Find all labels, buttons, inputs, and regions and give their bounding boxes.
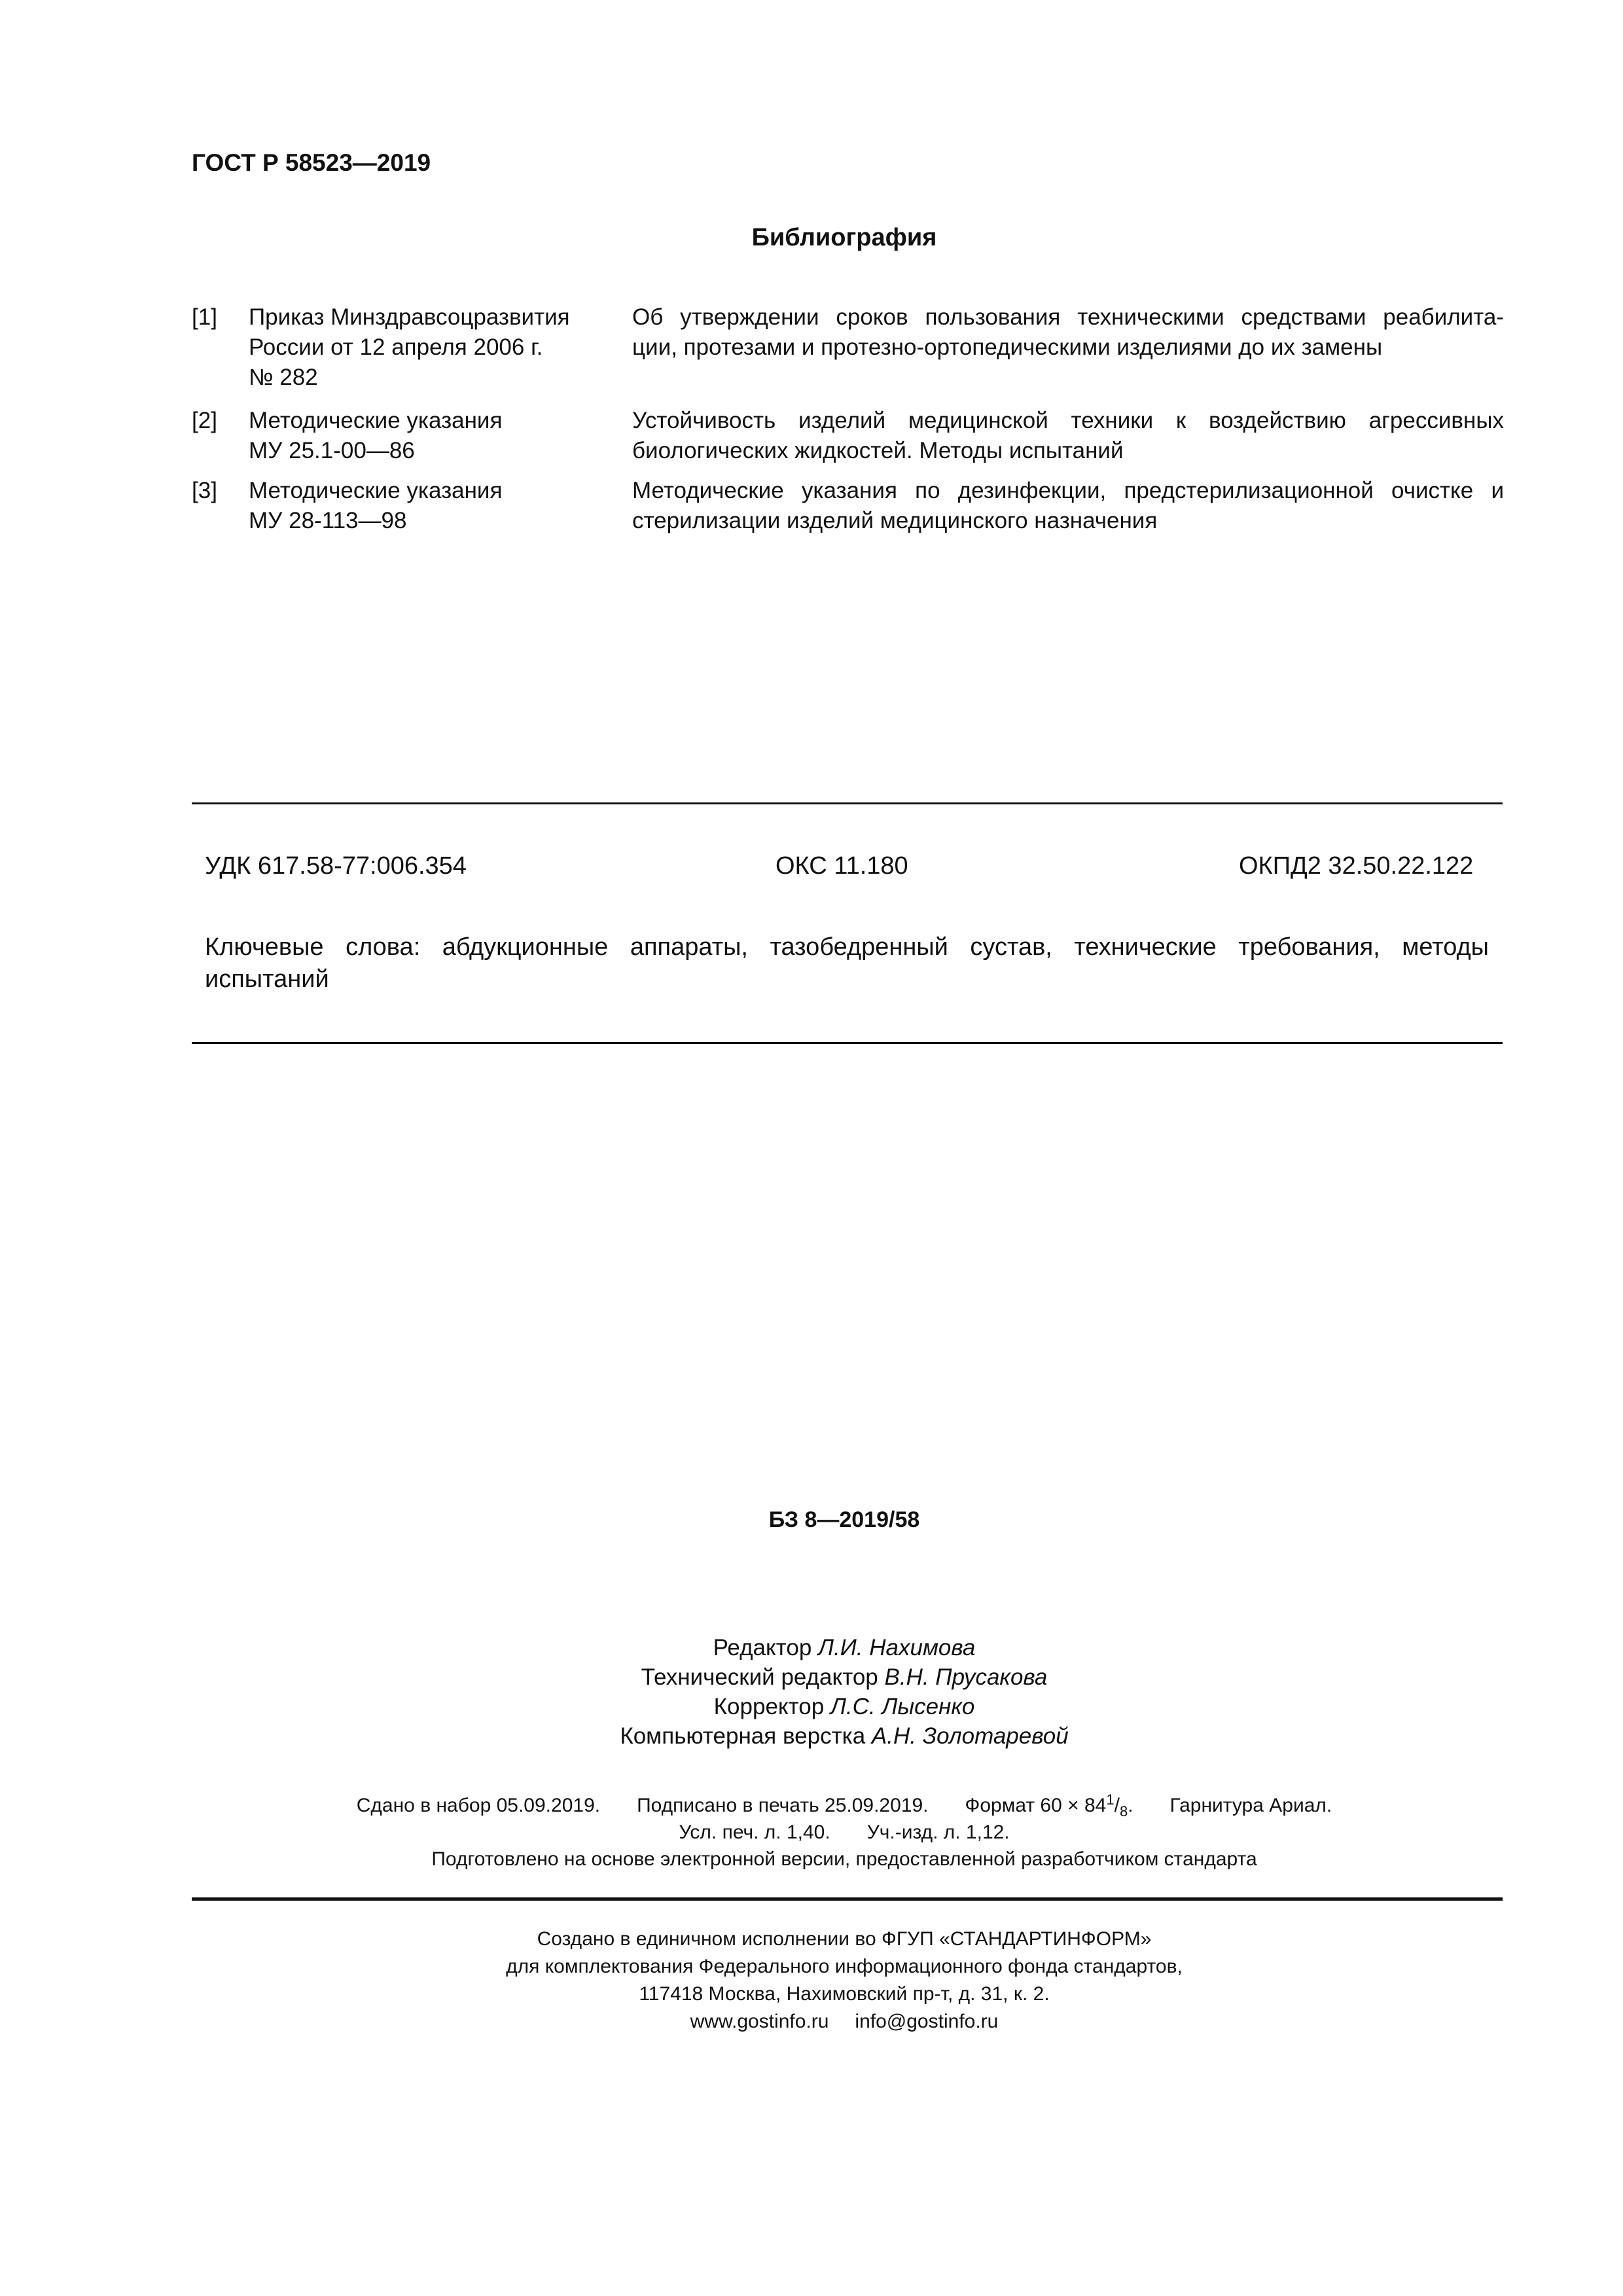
entry-number: [3] — [192, 478, 217, 503]
imprint-sent: Сдано в набор 05.09.2019. — [356, 1795, 601, 1816]
divider-rule — [192, 1897, 1503, 1901]
imprint-pub-sheets: Уч.-изд. л. 1,12. — [866, 1821, 1010, 1843]
source-line: МУ 28-113—98 — [249, 508, 407, 533]
credit-role: Технический редактор — [641, 1664, 878, 1690]
publisher-footer — [0, 1926, 1623, 2036]
bibliography-entry — [192, 302, 1504, 394]
entry-number: [1] — [192, 304, 217, 330]
imprint — [0, 1792, 1623, 1873]
entry-number: [2] — [192, 408, 217, 433]
title-line: Методические указания по дезинфекции, предстерилизационной очистке и — [632, 478, 1504, 503]
credits — [0, 1633, 1623, 1751]
imprint-line — [0, 1819, 1623, 1846]
credit-line — [0, 1633, 1623, 1662]
imprint-print-sheets: Усл. печ. л. 1,40. — [679, 1821, 830, 1843]
imprint-line — [0, 1792, 1623, 1819]
imprint-font: Гарнитура Ариал. — [1169, 1795, 1332, 1816]
source-line: МУ 25.1-00—86 — [249, 438, 415, 463]
entry-source — [249, 406, 654, 466]
credit-line — [0, 1692, 1623, 1721]
credit-role: Редактор — [713, 1635, 812, 1660]
entry-title — [632, 476, 1504, 536]
oks-code: ОКС 11.180 — [776, 852, 908, 880]
website-link[interactable]: www.gostinfo.ru — [690, 2011, 829, 2032]
title-line: Об утверждении сроков пользования техническими средствами реабилита- — [632, 304, 1504, 330]
title-line: биологических жидкостей. Методы испытаний — [632, 438, 1124, 463]
udk-code: УДК 617.58-77:006.354 — [205, 852, 467, 880]
credit-name: А.Н. Золотаревой — [871, 1723, 1069, 1749]
footer-line — [0, 2008, 1623, 2036]
divider-rule — [192, 1042, 1503, 1044]
credit-role: Корректор — [713, 1694, 825, 1719]
section-title: Библиография — [751, 224, 937, 251]
source-line: Методические указания — [249, 478, 503, 503]
document-code: ГОСТ Р 58523—2019 — [192, 149, 431, 176]
imprint-prepared: Подготовлено на основе электронной версии, предоставленной разработчиком стандарта — [431, 1848, 1257, 1870]
credit-line — [0, 1721, 1623, 1751]
imprint-signed: Подписано в печать 25.09.2019. — [637, 1795, 929, 1816]
divider-rule — [192, 802, 1503, 804]
keywords-line: Ключевые слова: абдукционные аппараты, тазобедренный сустав, технические требования, методы — [205, 933, 1489, 961]
bibliography-entry — [192, 406, 1504, 468]
bz-code: БЗ 8—2019/58 — [768, 1507, 920, 1532]
title-line: ции, протезами и протезно-ортопедическими изделиями до их замены — [632, 334, 1383, 360]
title-line: Устойчивость изделий медицинской техники к воздействию агрессивных — [632, 408, 1504, 433]
bibliography-entry — [192, 476, 1504, 538]
entry-title — [632, 406, 1504, 466]
footer-line: для комплектования Федерального информационного фонда стандартов, — [506, 1956, 1183, 1977]
entry-title — [632, 302, 1504, 363]
okpd-code: ОКПД2 32.50.22.122 — [1239, 852, 1474, 880]
keywords — [205, 931, 1489, 996]
footer-line: 117418 Москва, Нахимовский пр-т, д. 31, к. 2. — [639, 1983, 1050, 2005]
entry-source — [249, 302, 654, 393]
source-line: № 282 — [249, 365, 318, 390]
email-link[interactable]: info@gostinfo.ru — [855, 2011, 999, 2032]
imprint-format: Формат $60 \times 84^1/_8$. — [965, 1791, 1133, 1820]
entry-source — [249, 476, 654, 536]
title-line: стерилизации изделий медицинского назначения — [632, 508, 1158, 533]
source-line: Приказ Минздравсоцразвития — [249, 304, 570, 330]
credit-name: Л.С. Лысенко — [830, 1694, 975, 1719]
keywords-line: испытаний — [205, 965, 329, 993]
credit-name: Л.И. Нахимова — [818, 1635, 976, 1660]
credit-line — [0, 1662, 1623, 1692]
source-line: Методические указания — [249, 408, 503, 433]
footer-line: Создано в единичном исполнении во ФГУП «СТАНДАРТИНФОРМ» — [537, 1928, 1152, 1950]
credit-role: Компьютерная верстка — [620, 1723, 866, 1749]
credit-name: В.Н. Прусакова — [884, 1664, 1048, 1690]
source-line: России от 12 апреля 2006 г. — [249, 334, 543, 360]
